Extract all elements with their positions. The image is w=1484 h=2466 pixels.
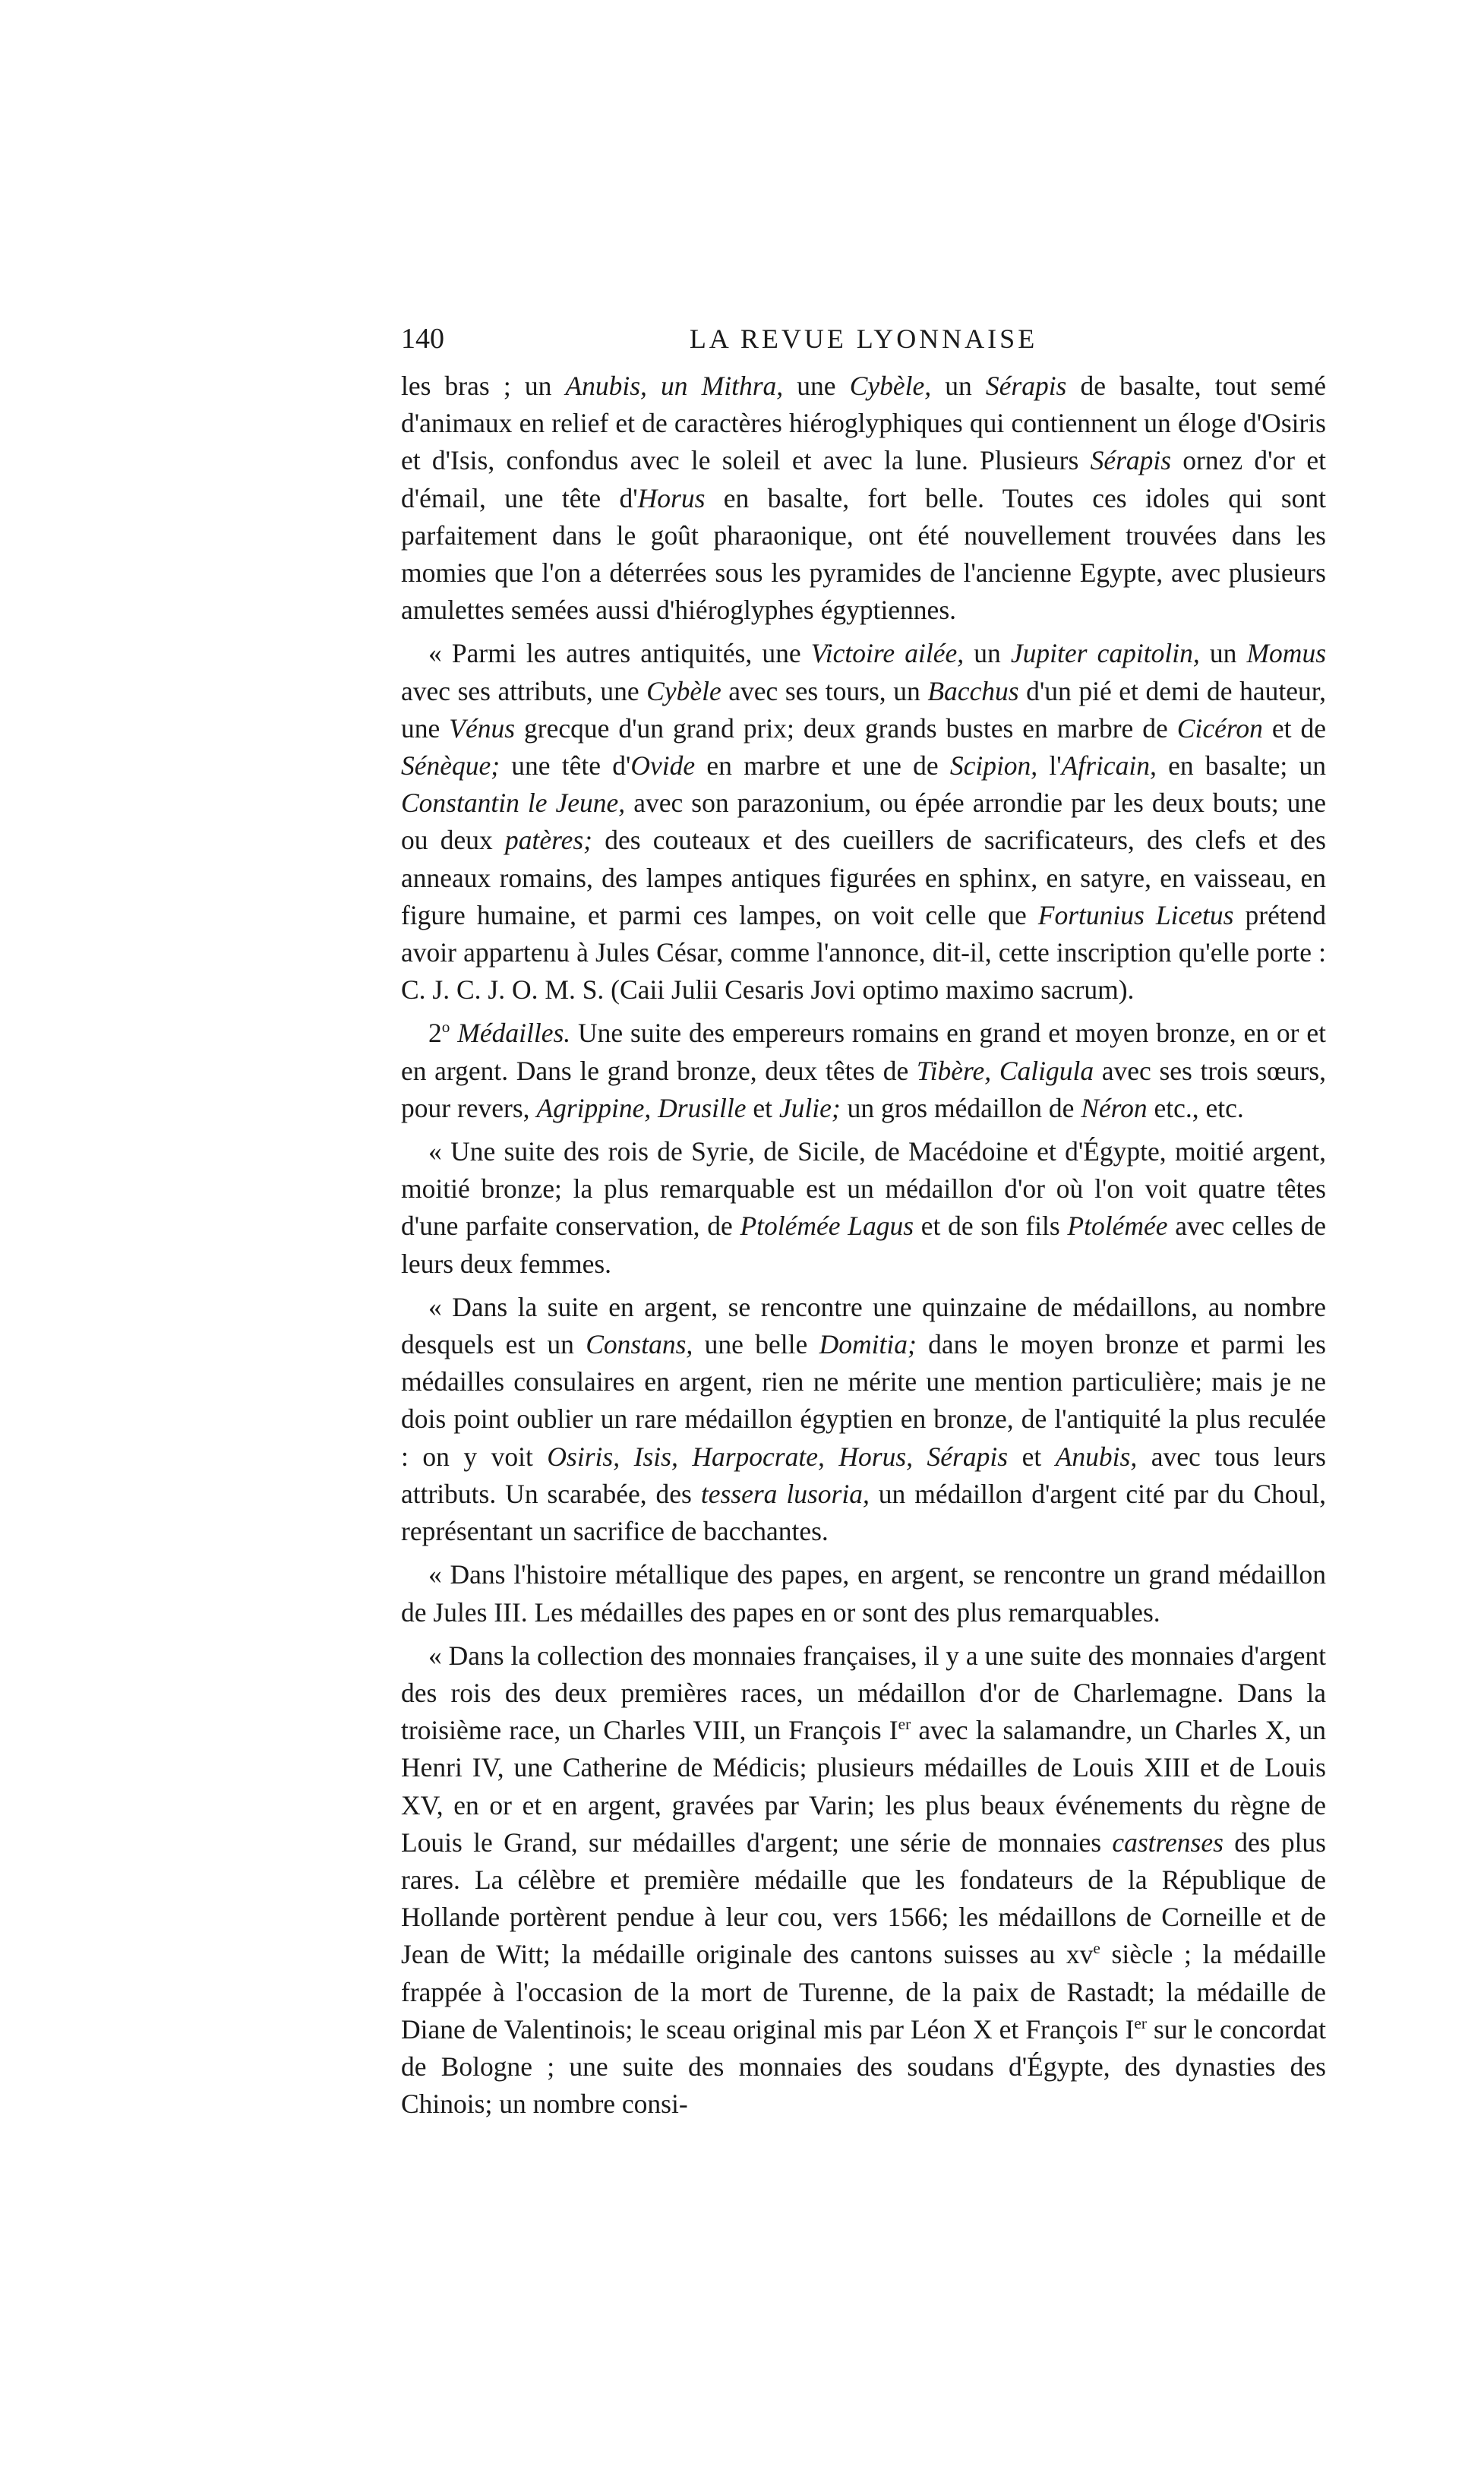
italic-text: Constantin le Jeune,	[401, 788, 626, 819]
text-run: avec ses tours, un	[721, 675, 928, 706]
italic-text: Néron	[1081, 1092, 1148, 1123]
paragraph	[401, 635, 1326, 1009]
italic-text: Fortunius Licetus	[1037, 899, 1234, 930]
text-run: avec ses attributs, une	[401, 675, 647, 706]
text-run: « Dans la suite en argent, se rencontre une quinzaine de médaillons, au nombre desquels est un	[401, 1291, 1326, 1360]
running-head: LA REVUE LYONNAISE	[689, 324, 1038, 354]
paragraph	[401, 1556, 1326, 1631]
text-run: avec la salamandre, un Charles X, un Henri IV, une Catherine de Médicis; plusieurs médailles de Louis XIII et de Louis XV, en or et en argent, gravées par Varin; les plus beaux événements du règne de Louis le Grand, sur médailles d'argent; une série de monnaies	[401, 1715, 1326, 1858]
text-run: un gros médaillon de	[840, 1092, 1081, 1123]
italic-text: Vénus	[449, 712, 516, 744]
italic-text: castrenses	[1112, 1827, 1224, 1858]
italic-text: Bacchus	[927, 675, 1019, 706]
text-run: « Une suite des rois de Syrie, de Sicile, de Macédoine et d'Égypte, moitié argent, moitié bronze; la plus remarquable est un médaillon d'or où l'on voit quatre têtes d'une parfaite conservation, de	[401, 1136, 1326, 1242]
text-run: l'	[1037, 750, 1062, 781]
italic-text: Ovide	[630, 750, 696, 781]
italic-text: Cybèle,	[849, 371, 932, 401]
text-run: siècle ; la médaille frappée à l'occasion de la mort de Turenne, de la paix de Rastadt; la médaille de Diane de Valentinois; le sceau original mis par Léon X et François I	[401, 1939, 1326, 2044]
italic-text: Tibère, Caligula	[916, 1055, 1094, 1086]
text-run: ornez d'or et d'émail, une tête d'	[401, 445, 1326, 513]
text-run: « Dans l'histoire métallique des papes, en argent, se rencontre un grand médaillon de Jules III. Les médailles des papes en or sont des plus remarquables.	[401, 1559, 1326, 1628]
text-run: les bras ; un	[401, 371, 566, 401]
italic-text: Ptolémée Lagus	[740, 1211, 914, 1242]
text-run: avec tous leurs attributs. Un scarabée, des	[401, 1441, 1326, 1509]
italic-text: Horus	[637, 482, 706, 513]
superscript: e	[1093, 1939, 1100, 1958]
italic-text: Agrippine, Drusille	[536, 1092, 747, 1123]
italic-text: Momus	[1246, 638, 1327, 669]
text-run: de basalte, tout semé d'animaux en relief et de caractères hiéroglyphiques qui contiennent un éloge d'Osiris et d'Isis, confondus avec le soleil et avec la lune. Plusieurs	[401, 371, 1326, 476]
paragraph	[401, 1289, 1326, 1550]
text-run: d'un pié et demi de hauteur, une	[401, 675, 1326, 744]
text-run: 2	[428, 1018, 442, 1049]
text-run	[450, 1018, 457, 1048]
italic-text: Ptolémée	[1067, 1211, 1168, 1242]
text-run: avec ses trois sœurs, pour revers,	[401, 1055, 1326, 1123]
italic-text: Osiris, Isis, Harpocrate, Horus, Sérapis	[547, 1441, 1009, 1472]
italic-text: tessera lusoria,	[700, 1478, 870, 1509]
text-run: Une suite des empereurs romains en grand et moyen bronze, en or et en argent. Dans le grand bronze, deux têtes de	[401, 1018, 1326, 1086]
superscript: er	[898, 1715, 911, 1734]
paragraph	[401, 368, 1326, 629]
text-run: en basalte; un	[1156, 750, 1326, 781]
paragraph	[401, 1133, 1326, 1283]
text-run: une tête d'	[500, 750, 631, 781]
text-run: « Dans la collection des monnaies françaises, il y a une suite des monnaies d'argent des rois des deux premières races, un médaillon d'or de Charlemagne. Dans la troisième race, un Charles VIII, un François I	[401, 1640, 1326, 1746]
text-run: un	[1199, 638, 1247, 669]
italic-text: Sérapis	[1090, 445, 1172, 476]
text-run: un	[964, 638, 1011, 669]
text-run: avec celles de leurs deux femmes.	[401, 1211, 1326, 1279]
text-run: une belle	[693, 1329, 819, 1360]
text-run: avec son parazonium, ou épée arrondie par les deux bouts; une ou deux	[401, 788, 1326, 856]
paragraph	[401, 1015, 1326, 1127]
text-run: prétend avoir appartenu à Jules César, comme l'annonce, dit-il, cette inscription qu'elle porte : C. J. C. J. O. M. S. (Caii Julii Cesaris Jovi optimo maximo sacrum).	[401, 899, 1326, 1006]
superscript: er	[1134, 2013, 1147, 2032]
italic-text: Constans,	[586, 1329, 693, 1360]
text-run: un médaillon d'argent cité par du Choul, représentant un sacrifice de bacchantes.	[401, 1478, 1326, 1547]
page-header	[401, 317, 1326, 360]
text-run: sur le concordat de Bologne ; une suite des monnaies des soudans d'Égypte, des dynasties des Chinois; un nombre consi-	[401, 2013, 1326, 2120]
text-run: et	[1008, 1441, 1056, 1472]
italic-text: Victoire ailée,	[810, 638, 965, 669]
text-run: une	[783, 371, 850, 401]
italic-text: Cicéron	[1176, 712, 1263, 744]
paragraph	[401, 1637, 1326, 2123]
italic-text: Jupiter capitolin,	[1010, 638, 1200, 669]
italic-text: Africain,	[1061, 750, 1157, 781]
text-run: et de	[1262, 712, 1326, 744]
text-run: des couteaux et des cueillers de sacrificateurs, des clefs et des anneaux romains, des lampes antiques figurées en sphinx, en satyre, en vaisseau, en figure humaine, et parmi ces lampes, on voit celle que	[401, 825, 1326, 930]
page-number: 140	[401, 323, 444, 355]
text-run: des plus rares. La célèbre et première médaille que les fondateurs de la République de Hollande portèrent pendue à leur cou, vers 1566; les médaillons de Corneille et de Jean de Witt; la médaille originale des cantons suisses au xv	[401, 1827, 1326, 1970]
text-run: et de son fils	[914, 1211, 1068, 1242]
italic-text: Sérapis	[985, 371, 1067, 401]
body-text	[401, 368, 1326, 2123]
text-run: « Parmi les autres antiquités, une	[428, 638, 811, 669]
italic-text: Scipion,	[949, 750, 1038, 781]
italic-text: Médailles.	[457, 1018, 571, 1049]
italic-text: Julie;	[778, 1092, 841, 1123]
text-run: un	[931, 371, 986, 401]
italic-text: Anubis,	[1055, 1441, 1138, 1472]
text-run: etc., etc.	[1147, 1092, 1244, 1123]
italic-text: Anubis, un Mithra,	[565, 371, 784, 401]
text-run: et	[746, 1092, 779, 1123]
superscript: o	[441, 1018, 450, 1037]
italic-text: patères;	[504, 825, 592, 856]
italic-text: Sénèque;	[401, 750, 500, 781]
italic-text: Domitia;	[819, 1329, 917, 1360]
text-run: en basalte, fort belle. Toutes ces idoles qui sont parfaitement dans le goût pharaonique, ont été nouvellement trouvées dans les momies que l'on a déterrées sous les pyramides de l'ancienne Egypte, avec plusieurs amulettes semées aussi d'hiéroglyphes égyptiennes.	[401, 482, 1327, 626]
text-run: grecque d'un grand prix; deux grands bustes en marbre de	[515, 712, 1177, 744]
text-run: en marbre et une de	[695, 750, 950, 781]
text-run: dans le moyen bronze et parmi les médailles consulaires en argent, rien ne mérite une mention particulière; mais je ne dois point oublier un rare médaillon égyptien en bronze, de l'antiquité la plus reculée : on y voit	[401, 1329, 1326, 1472]
italic-text: Cybèle	[646, 675, 721, 706]
